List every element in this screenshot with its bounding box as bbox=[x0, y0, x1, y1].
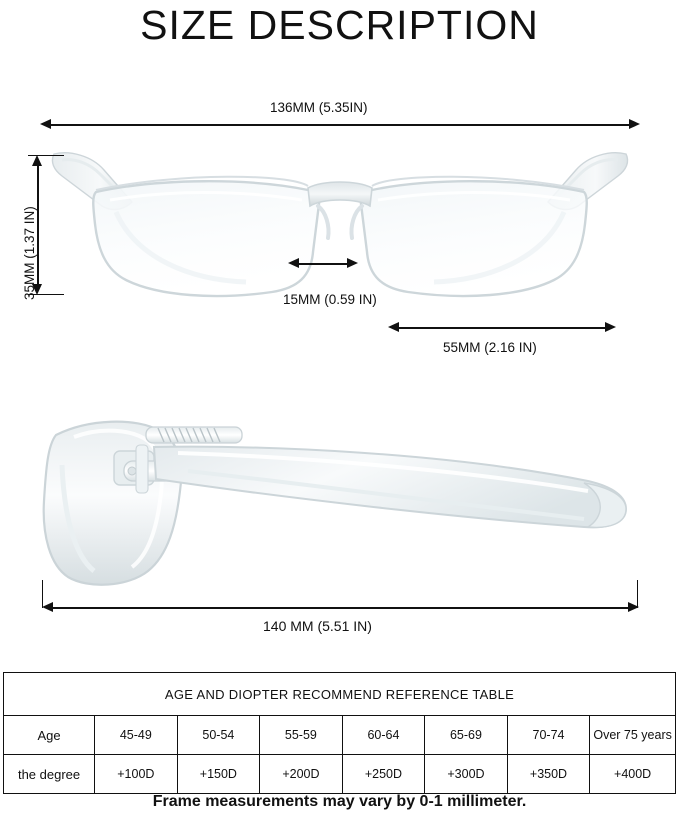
row-label-degree: the degree bbox=[4, 755, 95, 794]
reference-table-wrapper bbox=[3, 672, 676, 794]
front-width-label: 136MM (5.35IN) bbox=[270, 100, 368, 115]
footer-note: Frame measurements may vary by 0-1 millimeter. bbox=[152, 793, 527, 810]
age-cell-1: 45-49 bbox=[95, 716, 178, 755]
table-heading-row bbox=[4, 673, 675, 716]
glasses-front-view bbox=[40, 140, 640, 310]
row-label-age: Age bbox=[4, 716, 95, 755]
lens-width-arrow bbox=[388, 322, 616, 333]
age-cell-5: 65-69 bbox=[425, 716, 508, 755]
table-heading: AGE AND DIOPTER RECOMMEND REFERENCE TABLE bbox=[4, 673, 675, 716]
age-cell-3: 55-59 bbox=[260, 716, 343, 755]
lens-width-label: 55MM (2.16 IN) bbox=[443, 340, 537, 355]
temple-length-label: 140 MM (5.51 IN) bbox=[263, 618, 372, 634]
age-cell-7: Over 75 years bbox=[590, 716, 675, 755]
degree-cell-3: +200D bbox=[260, 755, 343, 794]
bridge-width-label: 15MM (0.59 IN) bbox=[283, 292, 377, 307]
temple-length-arrow bbox=[42, 602, 639, 613]
degree-cell-5: +300D bbox=[425, 755, 508, 794]
glasses-side-view bbox=[28, 405, 653, 600]
degree-cell-7: +400D bbox=[590, 755, 675, 794]
page-title: SIZE DESCRIPTION bbox=[140, 2, 539, 48]
age-cell-6: 70-74 bbox=[507, 716, 590, 755]
table-row-degree bbox=[4, 755, 675, 794]
degree-cell-1: +100D bbox=[95, 755, 178, 794]
degree-cell-6: +350D bbox=[507, 755, 590, 794]
degree-cell-4: +250D bbox=[342, 755, 425, 794]
age-cell-2: 50-54 bbox=[177, 716, 260, 755]
table-row-age bbox=[4, 716, 675, 755]
bridge-width-arrow bbox=[288, 258, 358, 269]
age-cell-4: 60-64 bbox=[342, 716, 425, 755]
front-height-tick-top bbox=[28, 155, 64, 156]
front-height-label: 35MM (1.37 IN) bbox=[22, 206, 37, 300]
front-width-arrow bbox=[40, 119, 640, 130]
degree-cell-2: +150D bbox=[177, 755, 260, 794]
age-diopter-reference-table bbox=[4, 673, 675, 793]
